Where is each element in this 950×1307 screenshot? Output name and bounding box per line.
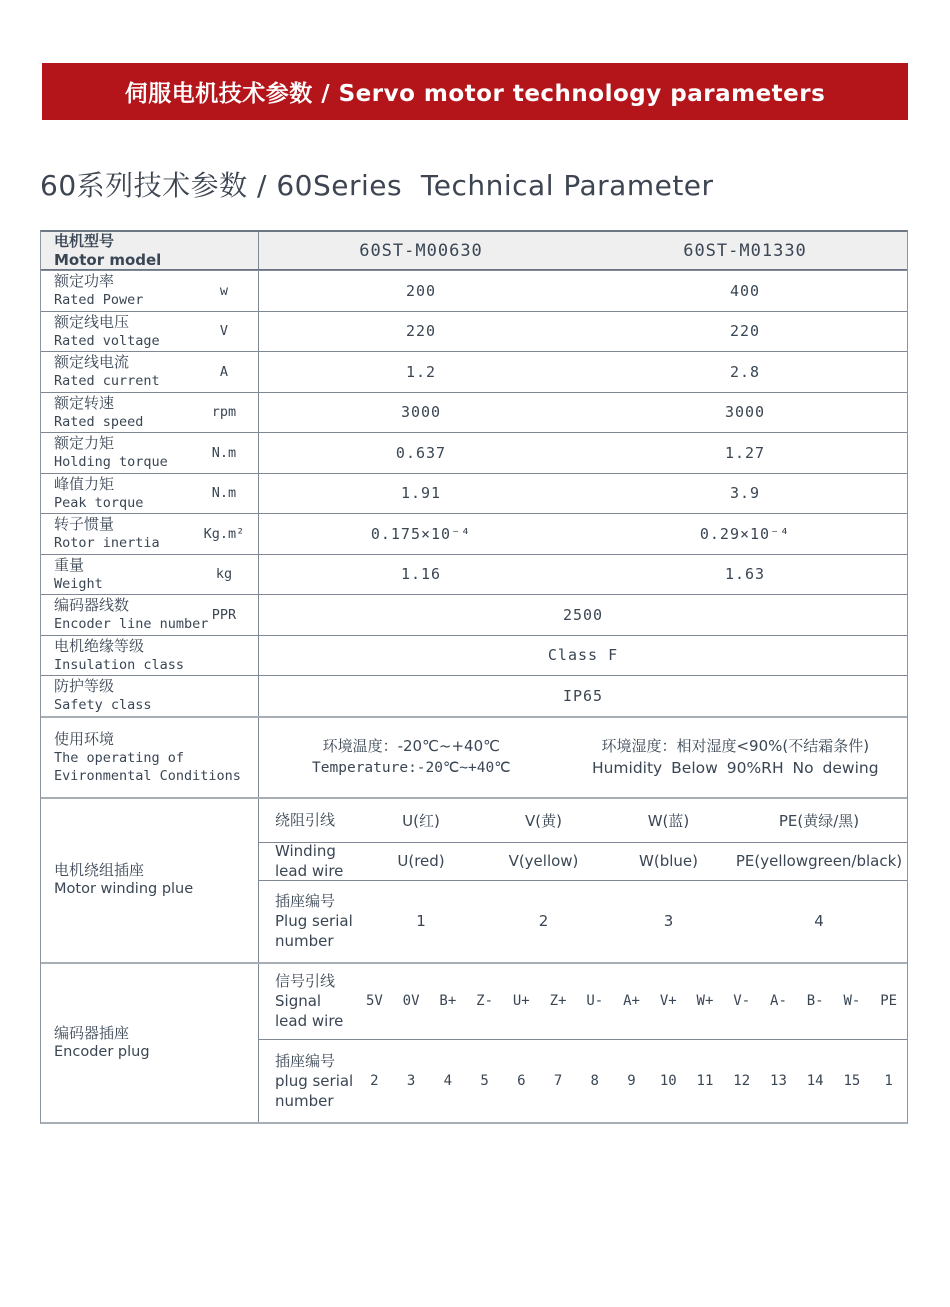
row-label-zh: 额定功率 [54,272,115,291]
winding-label-zh: 电机绕组插座 [54,861,145,879]
temperature-spec-zh: 环境温度：-20℃~+40℃ [322,737,500,755]
row-label-cell [41,433,259,473]
winding-cell: 4 [814,912,824,930]
row-label [54,515,160,552]
table-row [41,311,907,352]
environment-label-en1: The operating of [54,749,185,766]
row-values [259,433,907,473]
value-cell: 200 [405,281,437,300]
row-label [54,637,184,674]
winding-section-row [41,797,907,962]
encoder-cell: A- [770,993,787,1009]
row-label-cell [41,676,259,716]
winding-sub-row-label-line: Winding [275,842,336,860]
winding-cell: U(红) [402,811,440,830]
table-row [41,675,907,716]
encoder-cell: 1 [884,1072,893,1089]
row-values [259,636,907,676]
winding-sub-row-label-line: number [275,932,334,950]
encoder-cell: 0V [402,993,420,1009]
row-label-zh: 防护等级 [54,677,115,696]
encoder-label-zh: 编码器插座 [54,1023,130,1042]
encoder-cell: 2 [370,1072,379,1089]
row-label-zh: 额定转速 [54,393,115,412]
winding-sub-row-label [259,841,361,881]
parameters-table [40,230,908,1124]
encoder-cell: U+ [512,993,530,1009]
encoder-cell: Z+ [549,993,567,1009]
value-cell: 400 [729,281,761,300]
row-label-cell [41,393,259,433]
section-banner [42,63,908,120]
row-values [259,514,907,554]
table-row [41,594,907,635]
winding-cell: 3 [663,912,674,930]
value-cell: 220 [405,322,437,341]
temperature-spec [259,735,564,779]
row-label-zh: 转子惯量 [54,515,115,534]
winding-sub-row [259,799,907,842]
winding-cell: PE(yellowgreen/black) [735,852,903,870]
winding-sub-row-label-line: 插座编号 [275,892,336,910]
encoder-cell: W+ [696,993,714,1009]
row-label-zh: 额定力矩 [54,434,115,453]
row-label-zh: 重量 [54,555,85,574]
environment-label-zh: 使用环境 [54,729,115,748]
row-label-zh: 额定线电流 [54,353,130,372]
winding-cell: PE(黄绿/黑) [778,811,860,830]
winding-cell: 2 [538,912,549,930]
row-label [54,394,143,431]
encoder-cell: 13 [770,1072,787,1089]
value-cell: 2.8 [729,362,761,381]
value-cell: 2500 [562,605,604,624]
encoder-cell: A+ [623,993,640,1009]
row-label-cell [41,555,259,595]
value-cell: 1.63 [724,565,766,584]
encoder-cell: 11 [696,1072,714,1089]
row-label [54,313,160,350]
encoder-sub-row-label-line: Signal [275,992,322,1010]
winding-cell: W(blue) [639,852,698,870]
encoder-sub-row-label-line: lead wire [275,1012,344,1030]
environment-label [54,730,241,785]
row-unit: kg [215,566,233,583]
winding-label-cell [41,799,259,962]
humidity-spec-zh: 环境湿度：相对湿度<90%(不结霜条件) [601,737,870,755]
motor-model-column-1: 60ST-M00630 [359,240,483,261]
header-label-en: Motor model [54,250,162,269]
encoder-cell: 4 [443,1072,453,1089]
row-label-en: Safety class [54,697,152,714]
row-label-zh: 峰值力矩 [54,474,115,493]
encoder-cell: 14 [806,1072,824,1089]
row-label-zh: 电机绝缘等级 [54,636,145,655]
value-cell: 1.27 [724,443,766,462]
value-cell: 1.2 [405,362,437,381]
row-label-en: Insulation class [54,656,185,673]
temperature-spec-en: Temperature:-20℃~+40℃ [312,760,511,776]
winding-cell: 1 [416,912,426,930]
environment-label-cell [41,718,259,797]
row-label [54,475,143,512]
row-label-zh: 额定线电压 [54,312,130,331]
spec-rows [41,270,907,716]
encoder-cell: Z- [476,993,493,1009]
header-models [259,232,907,269]
row-values [259,312,907,352]
row-label-en: Weight [54,575,103,592]
winding-cell: V(黄) [525,811,562,830]
row-unit: N.m [211,444,237,461]
value-cell: 3000 [400,403,442,422]
row-label-cell [41,636,259,676]
encoder-cell: 6 [517,1072,526,1089]
table-header-row [41,232,907,270]
environment-label-en2: Evironmental Conditions [54,767,241,784]
row-label [54,272,143,309]
row-values [259,271,907,311]
motor-model-column-2: 60ST-M01330 [683,240,807,261]
encoder-label-en: Encoder plug [54,1043,150,1060]
winding-sub-row-label [259,810,361,830]
encoder-section-row [41,962,907,1122]
row-label-zh: 编码器线数 [54,596,130,615]
encoder-sub-row-label-line: 插座编号 [275,1051,336,1070]
row-unit: V [219,323,229,340]
table-row [41,554,907,595]
encoder-sub-row-label-line: number [275,1091,334,1110]
encoder-cell: U- [586,993,604,1009]
value-cell: 220 [729,322,761,341]
row-label-cell [41,514,259,554]
value-cell: Class F [547,646,619,665]
table-row [41,473,907,514]
table-row [41,351,907,392]
row-label-cell [41,352,259,392]
value-cell: 3.9 [729,484,761,503]
header-label [54,232,161,270]
value-cell: 0.175×10⁻⁴ [370,524,472,543]
row-label-cell [41,595,259,635]
winding-sub-row [259,842,907,880]
encoder-cell: 15 [843,1072,861,1089]
encoder-cell: 8 [590,1072,599,1089]
winding-body [259,799,907,962]
encoder-label [54,1024,150,1062]
row-label-en: Rated voltage [54,332,160,349]
encoder-cell: V- [733,993,751,1009]
encoder-cell: 5V [365,993,383,1009]
row-label-en: Rated current [54,373,160,390]
row-unit: rpm [211,404,237,421]
row-label-en: Rotor inertia [54,535,160,552]
value-cell: IP65 [562,686,604,705]
row-unit: Kg.m² [203,525,245,542]
row-unit: PPR [211,606,237,623]
encoder-sub-row-label-line: plug serial [275,1071,354,1090]
value-cell: 0.29×10⁻⁴ [699,524,791,543]
winding-sub-row-label-line: 绕阻引线 [275,811,336,829]
winding-sub-row-label-line: Plug serial [275,912,353,930]
encoder-cell: W- [843,993,861,1009]
table-row [41,432,907,473]
winding-cell: U(red) [397,852,445,870]
row-label-cell [41,271,259,311]
row-values [259,595,907,635]
row-label-en: Rated Power [54,292,144,309]
row-unit: N.m [211,485,237,502]
encoder-cell: PE [880,993,898,1009]
encoder-sub-row [259,1039,907,1122]
table-row [41,270,907,311]
winding-cell: V(yellow) [508,852,579,870]
row-label [54,434,168,471]
table-row [41,635,907,676]
row-label-cell [41,474,259,514]
row-values [259,676,907,716]
row-unit: w [219,282,229,299]
encoder-body [259,964,907,1122]
encoder-cell: 5 [480,1072,489,1089]
encoder-sub-row-label-line: 信号引线 [275,972,336,990]
row-label [54,353,160,390]
encoder-cell: B- [806,993,824,1009]
winding-cell: W(蓝) [647,811,690,830]
encoder-cell: V+ [659,993,677,1009]
encoder-cell: 7 [553,1072,563,1089]
row-label-en: Rated speed [54,413,144,430]
winding-sub-row [259,880,907,962]
row-label [54,556,103,593]
banner-title: 伺服电机技术参数 / Servo motor technology parameters [124,81,826,107]
table-row [41,392,907,433]
encoder-cell: 12 [733,1072,751,1089]
encoder-cell: 9 [627,1072,636,1089]
page-title: 60系列技术参数 / 60Series Technical Parameter [40,169,714,202]
row-label-en: Peak torque [54,494,144,511]
winding-sub-row-label-line: lead wire [275,862,344,880]
row-values [259,352,907,392]
value-cell: 1.16 [400,565,442,584]
winding-label-en: Motor winding plue [54,881,194,897]
header-label-zh: 电机型号 [54,231,115,250]
encoder-cell: 3 [406,1072,416,1089]
encoder-sub-row [259,964,907,1039]
row-unit: A [219,363,229,380]
winding-label [54,861,193,899]
row-label-cell [41,312,259,352]
encoder-label-cell [41,964,259,1122]
winding-sub-row-label [259,891,361,951]
encoder-cell: B+ [439,993,457,1009]
environment-row [41,716,907,797]
value-cell: 1.91 [400,484,442,503]
humidity-spec-en: Humidity Below 90%RH No dewing [591,759,879,777]
row-values [259,474,907,514]
header-label-cell [41,232,259,269]
row-values [259,393,907,433]
value-cell: 3000 [724,403,766,422]
row-values [259,555,907,595]
encoder-cell: 10 [659,1072,677,1089]
row-label [54,596,208,633]
encoder-sub-row-label [259,1051,356,1111]
humidity-spec [564,735,907,779]
row-label-en: Encoder line number [54,616,209,633]
value-cell: 0.637 [395,443,447,462]
environment-values [259,718,907,797]
row-label [54,677,152,714]
encoder-sub-row-label [259,971,356,1031]
table-row [41,513,907,554]
row-label-en: Holding torque [54,454,168,471]
